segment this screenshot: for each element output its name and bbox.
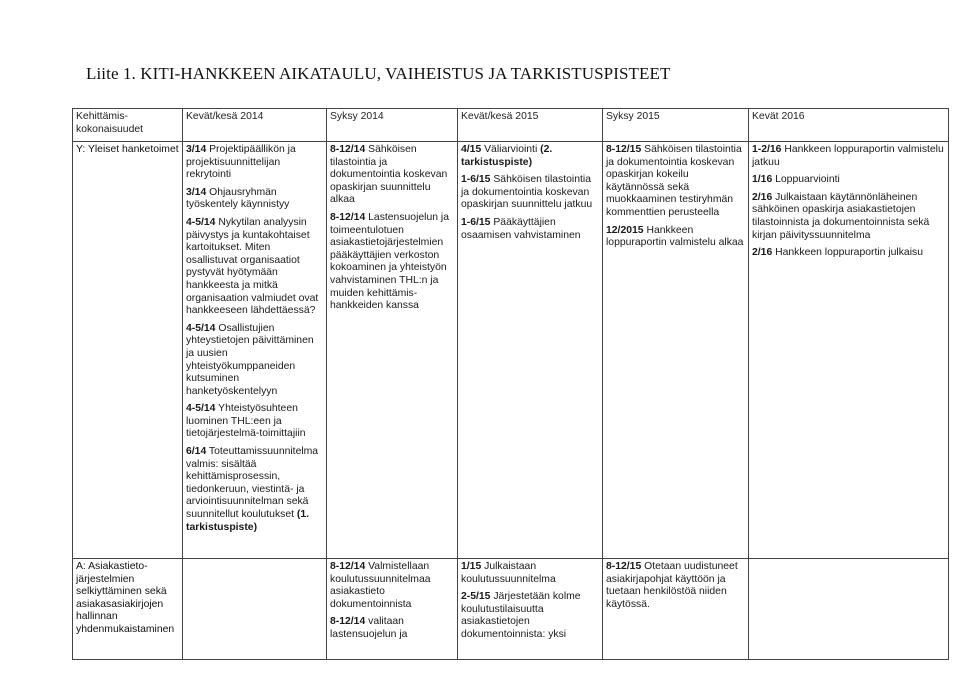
entry-text: Sähköisen tilastointia ja dokumentointia koskevan opaskirjan suunnittelu alkaa [330, 144, 448, 206]
entry-text: Valmistellaan koulutussuunnitelmaa asiakastieto dokumentoinnista [330, 561, 431, 610]
schedule-entry [186, 187, 323, 212]
entry-date: 8-12/14 [330, 616, 366, 628]
entry-date: 6/14 [186, 446, 207, 458]
table-cell [603, 142, 749, 559]
column-header: Syksy 2015 [603, 109, 749, 142]
schedule-entry [186, 403, 323, 441]
schedule-entry [752, 174, 945, 187]
schedule-entry [186, 144, 323, 182]
entry-text: Otetaan uudistuneet asiakirjapohjat käyttöön ja tuetaan henkilöstöä niiden käytössä. [606, 561, 738, 610]
checkpoint-note: (2. tarkistuspiste) [461, 144, 553, 168]
schedule-entry [752, 247, 945, 260]
table-cell [458, 559, 603, 660]
table-cell [183, 559, 327, 660]
entry-date: 4-5/14 [186, 322, 216, 334]
entry-date: 4/15 [461, 144, 482, 155]
entry-date: 1-2/16 [752, 144, 782, 155]
column-header: Kehittämis- kokonaisuudet [73, 109, 183, 142]
schedule-entry [752, 144, 945, 169]
schedule-entry [606, 225, 745, 250]
entry-text: Loppuarviointi [772, 174, 840, 186]
entry-text: Järjestetään kolme koulutustilaisuutta asiakastietojen dokumentoinnista: yksi [461, 591, 581, 640]
entry-text: Pääkäyttäjien osaamisen vahvistaminen [461, 216, 581, 241]
entry-date: 2-5/15 [461, 591, 491, 603]
entry-text: Projektipäällikön ja projektisuunnittelijan rekrytointi [186, 144, 296, 181]
schedule-entry [461, 144, 599, 169]
entry-date: 1-6/15 [461, 174, 491, 186]
entry-date: 1/16 [752, 174, 773, 186]
table-row [73, 142, 949, 559]
schedule-entry [330, 561, 454, 611]
row-label: Y: Yleiset hanketoimet [73, 142, 183, 559]
schedule-entry [461, 591, 599, 641]
entry-date: 3/14 [186, 186, 207, 198]
entry-date: 8-12/15 [606, 561, 642, 572]
entry-text: Hankkeen loppuraportin valmistelu alkaa [606, 224, 744, 249]
entry-date: 1-6/15 [461, 216, 491, 228]
entry-date: 1/15 [461, 561, 482, 572]
entry-date: 8-12/14 [330, 144, 366, 155]
schedule-entry [330, 212, 454, 313]
entry-text: Hankkeen loppuraportin julkaisu [772, 247, 923, 259]
entry-date: 2/16 [752, 247, 773, 259]
entry-date: 8-12/15 [606, 144, 642, 155]
entry-text: Hankkeen loppuraportin valmistelu jatkuu [752, 144, 944, 168]
schedule-entry [461, 561, 599, 586]
entry-text: Julkaistaan koulutussuunnitelma [461, 561, 556, 585]
entry-text: valitaan lastensuojelun ja [330, 616, 408, 640]
entry-text: Toteuttamissuunnitelma valmis: sisältää kehittämisprosessin, tiedonkeruun, viestintä- ja arviointisuunnitelman sekä suunnitellut koulutukset [186, 446, 319, 521]
row-label: A: Asiakastieto-järjestelmien selkiyttäminen sekä asiakasasiakirjojen hallinnan yhdenmukaistaminen [73, 559, 183, 660]
table-cell [327, 142, 458, 559]
schedule-entry [186, 217, 323, 318]
checkpoint-note: (1. tarkistuspiste) [186, 509, 310, 533]
schedule-entry [330, 144, 454, 207]
entry-date: 12/2015 [606, 224, 644, 236]
entry-date: 8-12/14 [330, 561, 366, 572]
column-header: Syksy 2014 [327, 109, 458, 142]
schedule-entry [461, 217, 599, 242]
schedule-entry [461, 174, 599, 212]
entry-date: 2/16 [752, 191, 773, 203]
entry-text: Sähköisen tilastointia ja dokumentointia koskevan opaskirjan suunnittelu jatkuu [461, 174, 593, 211]
entry-text: Yhteistyösuhteen luominen THL:een ja tietojärjestelmä-toimittajiin [186, 403, 306, 440]
entry-text: Osallistujien yhteystietojen päivittäminen ja uusien yhteistyökumppaneiden kutsuminen hanketyöskentelyyn [186, 322, 314, 397]
table-cell [458, 142, 603, 559]
table-cell [749, 142, 949, 559]
column-header: Kevät 2016 [749, 109, 949, 142]
schedule-entry [186, 446, 323, 534]
table-cell [183, 142, 327, 559]
entry-date: 4-5/14 [186, 216, 216, 228]
entry-text: Sähköisen tilastointia ja dokumentointia koskevan opaskirjan kokeilu käytännössä sekä muokkaaminen testiryhmän kommenttien perusteella [606, 144, 742, 218]
schedule-entry [186, 323, 323, 399]
table-cell [327, 559, 458, 660]
schedule-entry [606, 144, 745, 220]
entry-text: Väliarviointi [481, 144, 538, 155]
schedule-entry [330, 616, 454, 641]
header-row [73, 109, 949, 142]
entry-date: 8-12/14 [330, 211, 366, 223]
table-cell [603, 559, 749, 660]
entry-date: 4-5/14 [186, 403, 216, 415]
column-header: Kevät/kesä 2014 [183, 109, 327, 142]
schedule-table [72, 108, 949, 660]
table-row [73, 559, 949, 660]
schedule-entry [606, 561, 745, 611]
column-header: Kevät/kesä 2015 [458, 109, 603, 142]
entry-text: Ohjausryhmän työskentely käynnistyy [186, 186, 290, 211]
schedule-entry [752, 192, 945, 242]
table-cell [749, 559, 949, 660]
entry-text: Lastensuojelun ja toimeentulotuen asiakastietojärjestelmien pääkäyttäjien verkoston kokoaminen ja yhteistyön vahvistaminen THL:n ja muiden kehittämis-hankkeiden kanssa [330, 211, 450, 312]
entry-text: Julkaistaan käytännönläheinen sähköinen opaskirja asiakastietojen tilastoinnista ja dokumentoinnista sekä kirjan päivityssuunnitelma [752, 191, 930, 241]
page-title: Liite 1. KITI-HANKKEEN AIKATAULU, VAIHEISTUS JA TARKISTUSPISTEET [86, 64, 671, 83]
entry-date: 3/14 [186, 144, 207, 155]
entry-text: Nykytilan analyysin päivystys ja kuntakohtaiset kartoitukset. Miten osallistuvat organisaatiot pystyvät hyötymään hankkeesta ja mitkä organisaation valmiudet ovat hankkeeseen lähdettäessä? [186, 216, 319, 317]
